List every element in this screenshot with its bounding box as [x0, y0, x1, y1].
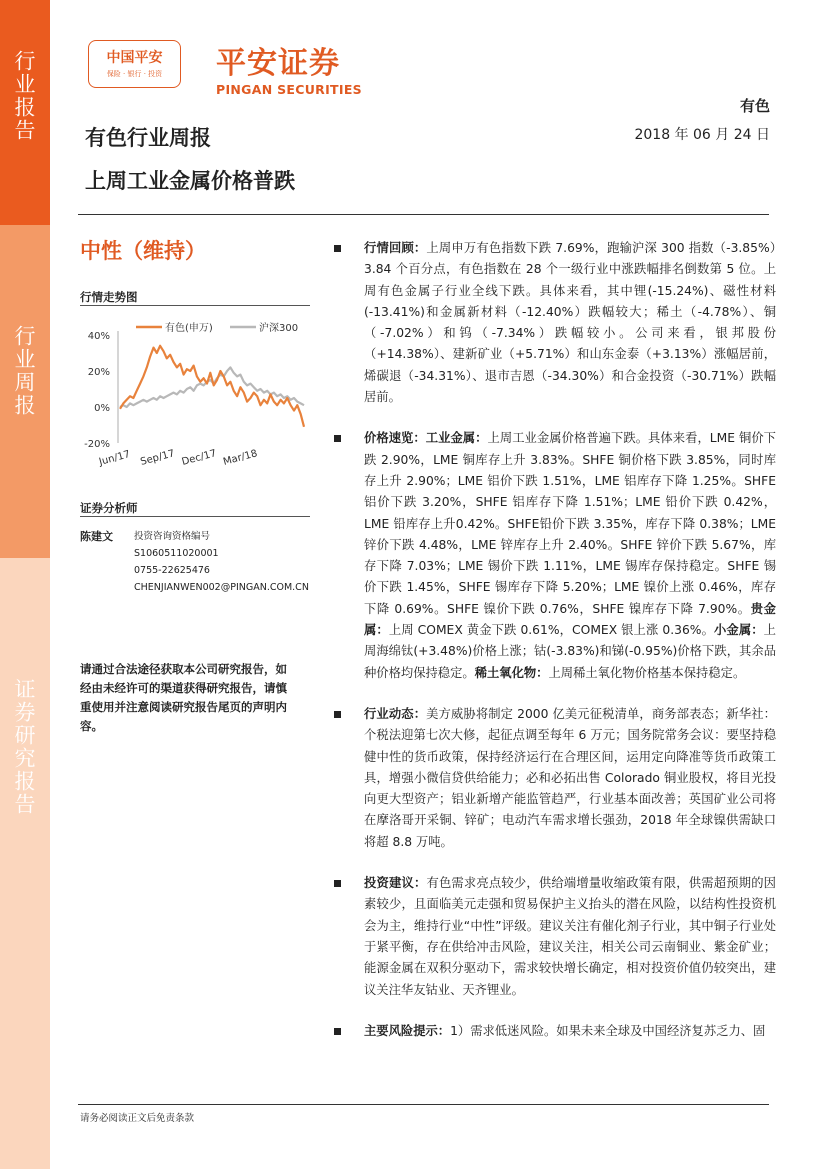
summary-bullet [334, 1021, 776, 1042]
analyst-section-label: 证券分析师 [80, 501, 138, 515]
bullet-text: 美方威胁将制定 2000 亿美元征税清单，商务部表态；新华社：个税法迎第七次大修，起征点调至每年 6 万元；国务院常务会议：要坚持稳健中性的货币政策，保持经济运行在合理区间，运用定向降准等货币政策工具，增强小微信贷供给能力；必和必拓出售 Colorado 铜业股权，将目光投向更大型资产；铝业新增产能监管趋严，行业基本面改善；英国矿业公司将在摩洛哥开采铜、锌矿；电动汽车需求增长强劲，2018 年全球镍供需缺口将超 8.8 万吨。 [364, 706, 776, 849]
x-tick-label: Dec/17 [180, 448, 218, 468]
bullet-heading: 稀土氧化物： [474, 665, 549, 680]
sidebar-block-research [0, 558, 50, 1169]
bullet-text: 上周 COMEX 黄金下跌 0.61%，COMEX 银上涨 0.36%。 [388, 623, 715, 638]
bullet-heading: 行情回顾： [364, 241, 427, 255]
bullet-square-icon [334, 711, 341, 718]
y-tick-label: 0% [94, 403, 110, 414]
analyst-cert-no: S1060511020001 [134, 548, 219, 559]
bullet-heading: 小金属： [714, 623, 764, 638]
x-tick-label: Jun/17 [97, 449, 132, 468]
bullet-heading: 行业动态： [364, 706, 427, 721]
analyst-email: CHENJIANWEN002@PINGAN.COM.CN [134, 582, 309, 593]
footer-divider [78, 1104, 769, 1105]
report-title: 有色行业周报 [85, 126, 211, 150]
header-divider [78, 214, 769, 215]
legend-label: 沪深300 [259, 323, 299, 334]
bullet-square-icon [334, 245, 341, 252]
bullet-square-icon [334, 1028, 341, 1035]
analyst-phone: 0755-22625476 [134, 565, 210, 576]
disclaimer-text: 请通过合法途径获取本公司研究报告，如经由未经许可的渠道获得研究报告，请慎重使用并注意阅读研究报告尾页的声明内容。 [80, 662, 287, 733]
analyst-name: 陈建文 [80, 530, 113, 543]
bullet-text: 上周工业金属价格普遍下跌。具体来看，LME 铜价下跌 2.90%，LME 铜库存上升 3.83%。SHFE 铜价格下跌 3.85%，同时库存上升 2.90%；LME 铝价下跌 1.51%，LME 铝库存下降 1.25%。SHFE 铝价下跌 3.20%，SHFE 铝库存下降 1.51%；LME 铅价下跌 0.42%，LME 铅库存上升0.42%。SHFE铅价下跌 3.35%，库存下降 0.38%；LME锌价下跌 4.48%，LME 锌库存上升 2.40%。SHFE 锌价下跌 5.67%，库存下降 7.03%；LME 锡价下跌 1.11%，LME 锡库存保持稳定。SHFE 锡价下跌 1.45%，SHFE 锡库存下降 5.20%；LME 镍价上涨 0.46%，库存下降 0.69%。SHFE 镍价下跌 0.76%，SHFE 镍库存下降 7.90%。 [364, 431, 776, 616]
footer-disclaimer: 请务必阅读正文后免责条款 [80, 1113, 195, 1124]
chart-section-divider [80, 305, 310, 306]
sidebar-label-weekly: 行业周报 [12, 325, 36, 417]
sidebar-label-report-type: 行业报告 [12, 50, 36, 142]
summary-bullet [334, 873, 776, 1001]
bullet-text: 上周申万有色指数下跌 7.69%，跑输沪深 300 指数（-3.85%）3.84 个百分点，有色指数在 28 个一级行业中涨跌幅排名倒数第 5 位。上周有色金属子行业全线下跌。具体来看，其中锂(-15.24%)、磁性材料(-13.41%)和金属新材料（-12.40%）跌幅较大；稀土（-4.78%）、铜（-7.02%）和钨（-7.34%）跌幅较小。公司来看，银邦股份（+14.38%）、建新矿业（+5.71%）和山东金泰（+3.13%）涨幅居前，烯碳退（-34.31%）、退市吉恩（-34.30%）和合金投资（-30.71%）跌幅居前。 [364, 241, 776, 405]
logo-group-name: 中国平安 [106, 50, 163, 66]
bullet-heading: 价格速览： [364, 431, 426, 446]
legend-label: 有色(申万) [165, 323, 213, 334]
bullet-heading: 贵金属： [364, 601, 776, 638]
industry-label: 有色 [739, 97, 770, 115]
price-trend-chart [78, 315, 313, 480]
summary-bullet [334, 428, 776, 684]
bullet-square-icon [334, 435, 341, 442]
bullet-heading: 投资建议： [364, 876, 427, 891]
report-subtitle: 上周工业金属价格普跌 [85, 169, 295, 193]
pingan-group-logo [88, 40, 181, 88]
y-tick-label: -20% [84, 439, 110, 450]
sidebar-label-research: 证券研究报告 [12, 678, 36, 816]
rating-label: 中性（维持） [80, 239, 206, 263]
bullet-square-icon [334, 880, 341, 887]
bullet-text: 上周稀土氧化物价格基本保持稳定。 [548, 665, 746, 680]
summary-bullet [334, 238, 776, 408]
series-line-1 [120, 367, 304, 407]
summary-bullet [334, 704, 776, 853]
analyst-cert-label: 投资咨询资格编号 [134, 531, 211, 542]
report-date: 2018 年 06 月 24 日 [634, 127, 770, 143]
chart-section-label: 行情走势图 [80, 290, 138, 304]
logo-securities-en: PINGAN SECURITIES [216, 82, 362, 97]
bullet-heading: 主要风险提示： [364, 1023, 451, 1038]
x-tick-label: Mar/18 [222, 448, 259, 468]
logo-securities-name: 平安证券 [216, 46, 340, 81]
pingan-securities-logo [216, 38, 362, 97]
bullet-text: 有色需求亮点较少，供给端增量收缩政策有限，供需超预期的因素较少，且面临美元走强和贸易保护主义抬头的潜在风险，以结构性投资机会为主，维持行业“中性”评级。建议关注有催化剂子行业，其中铜子行业处于紧平衡，存在供给冲击风险，建议关注，相关公司云南铜业、紫金矿业；能源金属在双积分驱动下，需求较快增长确定，相对投资价值仍较突出，建议关注华友钴业、天齐锂业。 [364, 876, 776, 997]
series-line-0 [120, 346, 304, 427]
bullet-text: 1）需求低迷风险。如果未来全球及中国经济复苏乏力、固 [450, 1023, 766, 1038]
analyst-info [134, 528, 309, 596]
y-tick-label: 40% [87, 331, 110, 342]
logo-group-tagline: 保险 · 银行 · 投资 [106, 70, 163, 78]
analyst-section-divider [80, 516, 310, 517]
bullet-heading: 工业金属： [425, 431, 488, 446]
y-tick-label: 20% [87, 367, 110, 378]
x-tick-label: Sep/17 [139, 448, 176, 468]
summary-bullets [334, 238, 776, 1062]
bullet-text: 上周海绵钛(+3.48%)价格上涨；钴(-3.83%)和锑(-0.95%)价格下跌，其余品种价格均保持稳定。 [364, 623, 777, 680]
